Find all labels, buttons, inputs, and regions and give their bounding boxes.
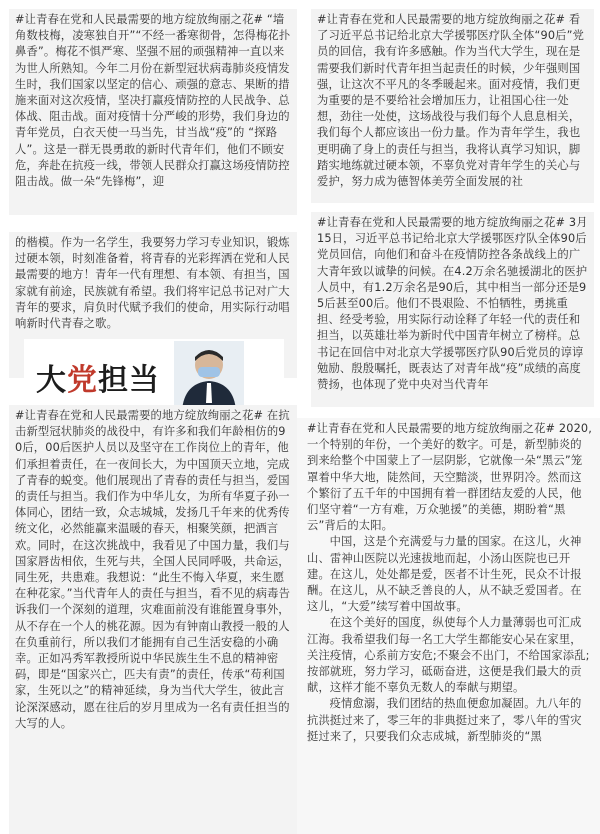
post-text: #让青春在党和人民最需要的地方绽放绚丽之花# 在抗击新型冠状肺炎的战役中，有许多和我们年龄相仿的90后，00后医护人员以及坚守在工作岗位上的青年，他们承担着责任，在一夜间长大，为中国顶天立地，完成了青春的蜕变。他们展现出了青春的责任与担当，爱国的责任与担当。我们作为中华儿女，为所有华夏子孙一体同心，团结一致，众志城城，发扬几千年来的优秀传统文化，必然能赢来温暖的春天，相聚笑颜，把酒言欢。同时，在这次挑战中，我看见了中国力量，我们与国家唇齿相依，生死与共，全国人民同呼吸，共命运，同生死，共患难。我想说：“此生不悔入华夏，来生愿在种花家。”当代青年人的责任与担当，看不见的病毒告诉我们一个深刻的道理，灾难面前没有谁能置身事外，从不存在一个人的桃花源。因为有钟南山教授一般的人在负重前行，所以我们才能拥有自己生活安稳的小确幸。正如冯秀军教授所说中华民族生生不息的精神密码，即是“国家兴亡，匹夫有责”的责任，传承“苟利国家，生死以之”的精神延续，身为当代大学生，彼此言论深深感动，愿在往后的岁月里成为一名有责任担当的大写的人。 [15, 409, 291, 730]
post-card-youth-responsibility [9, 405, 297, 834]
masked-person-icon [174, 341, 244, 411]
post-paragraph-2: 中国，这是个充满爱与力量的国家。在这儿，火神山、雷神山医院以光速拔地而起，小汤山医院也已开建。在这儿，处处都是爱，医者不计生死，民众不计报酬。在这儿，从不缺乏善良的人，从不缺乏爱国者。在这儿，“大爱”续写着中国故事。 [307, 535, 582, 614]
post-text: 的楷模。作为一名学生，我要努力学习专业知识，锻炼过硬本领，时刻准备着，将青春的光彩挥洒在党和人民最需要的地方！青年一代有理想、有本领、有担当，国家就有前途，民族就有希望。我们将牢记总书记对广大青年的要求，肩负时代赋予我们的使命，用实际行动唱响新时代青春之歌。 [15, 236, 290, 331]
post-card-reply-letter [311, 9, 594, 203]
post-text: #让青春在党和人民最需要的地方绽放绚丽之花# “墙角数枝梅，凌寒独自开”“不经一番寒彻骨，怎得梅花扑鼻香”。梅花不惧严寒、坚强不屈的顽强精神一直以来为世人所熟知。今年二月份在新型冠状病毒肺炎疫情发生时，我们国家以坚定的信心、顽强的意志、果断的措施来面对这次疫情，坚决打赢疫情防控的人民战争、总体战、阻击战。面对疫情十分严峻的形势，我们身边的青年党员，白衣天使一马当先，甘当战“疫”的 “探路人”。这是一群无畏勇敢的新时代青年们，他们不顾安危，奔赴在抗疫一线，带领人民群众打赢这场疫情防控阻击战。做一朵“先锋梅”，迎 [15, 13, 291, 189]
post-card-2020 [297, 418, 600, 834]
post-text: #让青春在党和人民最需要的地方绽放绚丽之花# 3月15日，习近平总书记给北京大学援鄂医疗队全体90后党员回信，向他们和奋斗在疫情防控各条战线上的广大青年致以诚挚的问候。在4.2万余名驰援湖北的医护人员中，有1.2万余名是90后，其中相当一部分还是95后甚至00后。他们不畏艰险、不怕牺牲，勇挑重担、经受考验，用实际行动诠释了年轻一代的责任和担当，以英雄壮举为新时代中国青年树立了榜样。总书记在回信中对北京大学援鄂医疗队90后党员的谆谆勉励、殷殷嘱托，既表达了对青年战“疫”成绩的高度赞扬，也体现了党中央对当代青年 [317, 216, 588, 392]
post-card-90s-doctors [311, 212, 594, 407]
post-paragraph-4: 疫情愈溺，我们团结的热血便愈加凝固。九八年的抗洪挺过来了，零三年的非典挺过来了，零八年的雪灾挺过来了，只要我们众志成城，新型肺炎的“黑 [307, 697, 582, 743]
post-card-plum [9, 9, 297, 215]
post-text: #让青春在党和人民最需要的地方绽放绚丽之花# 看了习近平总书记给北京大学援鄂医疗队全体“90后”党员的回信，我有许多感触。作为当代大学生，现在是需要我们新时代青年担当起责任的时候，少年强则国强，让这次不平凡的冬季暖起来。面对疫情，我们更为重要的是不要给社会增加压力，让祖国心往一处想，劲往一处使，这场战役与我们每个人息息相关，我们每个人都应该出一份力量。作为青年学生，我也更明确了身上的责任与担当，我将认真学习知识，脚踏实地练就过硬本领，不辜负党对青年学生的关心与爱护，努力成为德智体美劳全面发展的社 [317, 13, 585, 189]
banner-title: 大党担当 [36, 363, 160, 398]
post-paragraph-3: 在这个美好的国度，纵使每个人力量薄弱也可汇成江海。我希望我们每一名工大学生都能安心呆在家里，关注疫情，心系前方安危;不聚会不出门，不给国家添乱;按部就班，努力学习，砥砺奋进，这便是我们最大的贡献，这样才能不辜负无数人的奉献与期望。 [307, 616, 590, 695]
post-paragraph-1: #让青春在党和人民最需要的地方绽放绚丽之花# 2020,一个特别的年份，一个美好的数字。可是，新型肺炎的到来给整个中国蒙上了一层阴影，它就像一朵“黑云”笼罩着中华大地，陡然间，天空黯淡，世界阴冷。然而这个繁衍了五千年的中国拥有着一群团结友爱的人民，他们坚守着“一方有难，万众驰援”的美德，期盼着“黑云”背后的太阳。 [307, 422, 593, 533]
party-banner-image [24, 339, 284, 411]
